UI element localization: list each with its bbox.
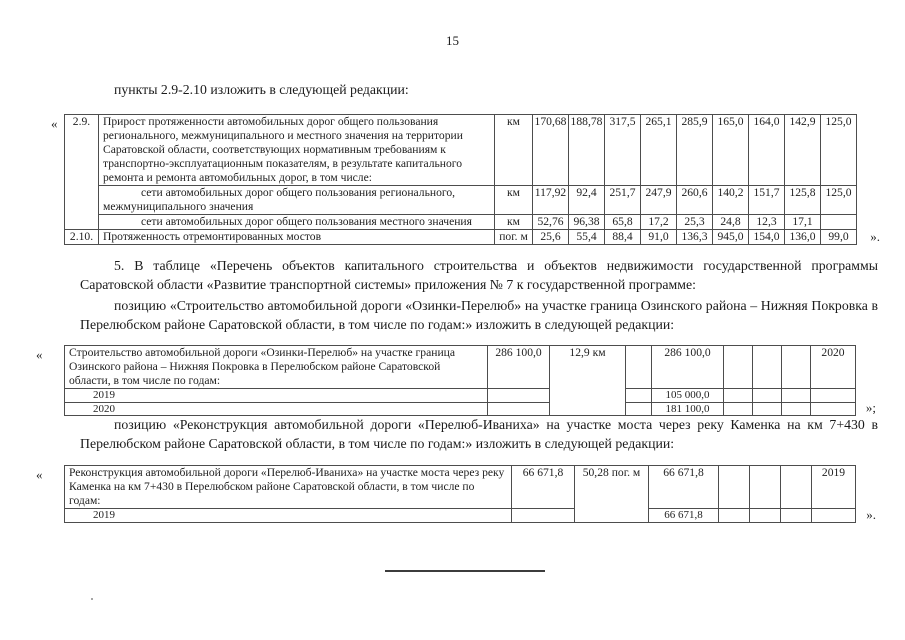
value-cell: 91,0 [641, 230, 677, 245]
value-cell: 125,0 [821, 115, 857, 186]
indicator-text: сети автомобильных дорог общего пользования местного значения [99, 215, 495, 230]
value-cell: 247,9 [641, 186, 677, 215]
empty-cell [812, 509, 856, 523]
value-cell: 96,38 [569, 215, 605, 230]
table-row [65, 215, 857, 230]
empty-cell [724, 389, 753, 403]
value-cell [821, 215, 857, 230]
row-number: 2.10. [65, 230, 99, 245]
scan-speck [91, 598, 93, 600]
value-cell: 125,0 [821, 186, 857, 215]
empty-cell [811, 402, 856, 416]
value-cell: 55,4 [569, 230, 605, 245]
empty-cell [488, 389, 550, 403]
value-cell: 136,3 [677, 230, 713, 245]
amount-cell: 66 671,8 [649, 509, 719, 523]
unit-cell: км [495, 115, 533, 186]
page-number: 15 [446, 33, 459, 48]
indicator-text: сети автомобильных дорог общего пользования регионального, межмуниципального значения [99, 186, 495, 215]
value-cell: 142,9 [785, 115, 821, 186]
value-cell: 125,8 [785, 186, 821, 215]
value-cell: 52,76 [533, 215, 569, 230]
intro-paragraph: пункты 2.9-2.10 изложить в следующей редакции: [114, 82, 409, 97]
unit-cell: км [495, 215, 533, 230]
value-cell: 170,68 [533, 115, 569, 186]
position-perelyub-ivanikha-paragraph: позицию «Реконструкция автомобильной дороги «Перелюб-Иваниха» на участке моста через реку Каменка на км 7+430 в Перелюбском районе Саратовской области, в том числе по годам:» изложить в следующей редакции: [80, 417, 878, 452]
empty-cell [753, 346, 782, 389]
unit-cell: км [495, 186, 533, 215]
value-cell: 945,0 [713, 230, 749, 245]
object-name: Строительство автомобильной дороги «Озинки-Перелюб» на участке граница Озинского района – Нижняя Покровка в Перелюбском районе Саратовской области, в том числе по годам: [65, 346, 488, 389]
value-cell: 99,0 [821, 230, 857, 245]
indicators-table [64, 114, 857, 245]
value-cell: 165,0 [713, 115, 749, 186]
value-cell: 117,92 [533, 186, 569, 215]
amount-cell: 181 100,0 [652, 402, 724, 416]
empty-cell [750, 466, 781, 509]
value-cell: 24,8 [713, 215, 749, 230]
table-points-2-9-2-10 [51, 114, 880, 245]
table-row [65, 389, 856, 403]
opening-quote: « [36, 347, 43, 362]
section-5-paragraph: 5. В таблице «Перечень объектов капитального строительства и объектов недвижимости государственной программы Саратовской области «Развитие транспортной системы» приложения № 7 к государственной программе: [80, 258, 878, 293]
length-cell: 12,9 км [550, 346, 626, 416]
object-name: Реконструкция автомобильной дороги «Перелюб-Иваниха» на участке моста через реку Каменка на км 7+430 в Перелюбском районе Саратовской области, в том числе по годам: [65, 466, 512, 509]
value-cell: 17,1 [785, 215, 821, 230]
value-cell: 88,4 [605, 230, 641, 245]
closing-quote: ». [866, 506, 876, 522]
empty-cell [750, 509, 781, 523]
table-row [65, 230, 857, 245]
empty-cell [782, 389, 811, 403]
value-cell: 92,4 [569, 186, 605, 215]
reconstruction-object-table [64, 465, 856, 523]
value-cell: 188,78 [569, 115, 605, 186]
empty-cell [512, 509, 575, 523]
empty-cell [724, 402, 753, 416]
table-row [65, 466, 856, 509]
year-cell: 2019 [812, 466, 856, 509]
empty-cell [626, 346, 652, 389]
closing-quote: »; [865, 400, 876, 415]
value-cell: 12,3 [749, 215, 785, 230]
value-cell: 151,7 [749, 186, 785, 215]
value-cell: 251,7 [605, 186, 641, 215]
empty-cell [626, 402, 652, 416]
table-row [65, 186, 857, 215]
position-ozinki-perelyub-paragraph: позицию «Строительство автомобильной дороги «Озинки-Перелюб» на участке граница Озинского района – Нижняя Покровка в Перелюбском районе Саратовской области, в том числе по годам:» изложить в следующей редакции: [80, 298, 878, 333]
empty-cell [811, 389, 856, 403]
row-number: 2.9. [65, 115, 99, 230]
empty-cell [753, 389, 782, 403]
indicator-text: Прирост протяженности автомобильных дорог общего пользования регионального, межмуниципального и местного значения на территории Саратовской области, соответствующих нормативным требованиям к транспортно-эксплуатационным показателям, в результате капитального ремонта и ремонта автомобильных дорог, в том числе: [99, 115, 495, 186]
empty-cell [626, 389, 652, 403]
opening-quote: « [36, 467, 43, 482]
value-cell: 154,0 [749, 230, 785, 245]
value-cell: 25,6 [533, 230, 569, 245]
indicator-text: Протяженность отремонтированных мостов [99, 230, 495, 245]
unit-cell: пог. м [495, 230, 533, 245]
value-cell: 17,2 [641, 215, 677, 230]
total-cost-cell: 286 100,0 [488, 346, 550, 389]
empty-cell [719, 509, 750, 523]
value-cell: 140,2 [713, 186, 749, 215]
amount-cell: 105 000,0 [652, 389, 724, 403]
empty-cell [719, 466, 750, 509]
amount-cell: 286 100,0 [652, 346, 724, 389]
table-row [65, 402, 856, 416]
year-label: 2019 [65, 389, 488, 403]
value-cell: 65,8 [605, 215, 641, 230]
construction-object-table [64, 345, 856, 416]
empty-cell [781, 509, 812, 523]
empty-cell [782, 402, 811, 416]
table-ozinki-perelyub [36, 345, 876, 416]
amount-cell: 66 671,8 [649, 466, 719, 509]
year-cell: 2020 [811, 346, 856, 389]
empty-cell [753, 402, 782, 416]
empty-cell [724, 346, 753, 389]
value-cell: 265,1 [641, 115, 677, 186]
value-cell: 317,5 [605, 115, 641, 186]
table-row [65, 346, 856, 389]
empty-cell [782, 346, 811, 389]
value-cell: 164,0 [749, 115, 785, 186]
year-label: 2019 [65, 509, 512, 523]
table-perelyub-ivanikha [36, 465, 876, 523]
length-cell: 50,28 пог. м [575, 466, 649, 523]
total-cost-cell: 66 671,8 [512, 466, 575, 509]
empty-cell [781, 466, 812, 509]
separator-line [385, 570, 545, 572]
opening-quote: « [51, 116, 58, 131]
value-cell: 285,9 [677, 115, 713, 186]
value-cell: 25,3 [677, 215, 713, 230]
table-row [65, 115, 857, 186]
year-label: 2020 [65, 402, 488, 416]
value-cell: 260,6 [677, 186, 713, 215]
table-row [65, 509, 856, 523]
empty-cell [488, 402, 550, 416]
value-cell: 136,0 [785, 230, 821, 245]
closing-quote: ». [870, 229, 880, 244]
